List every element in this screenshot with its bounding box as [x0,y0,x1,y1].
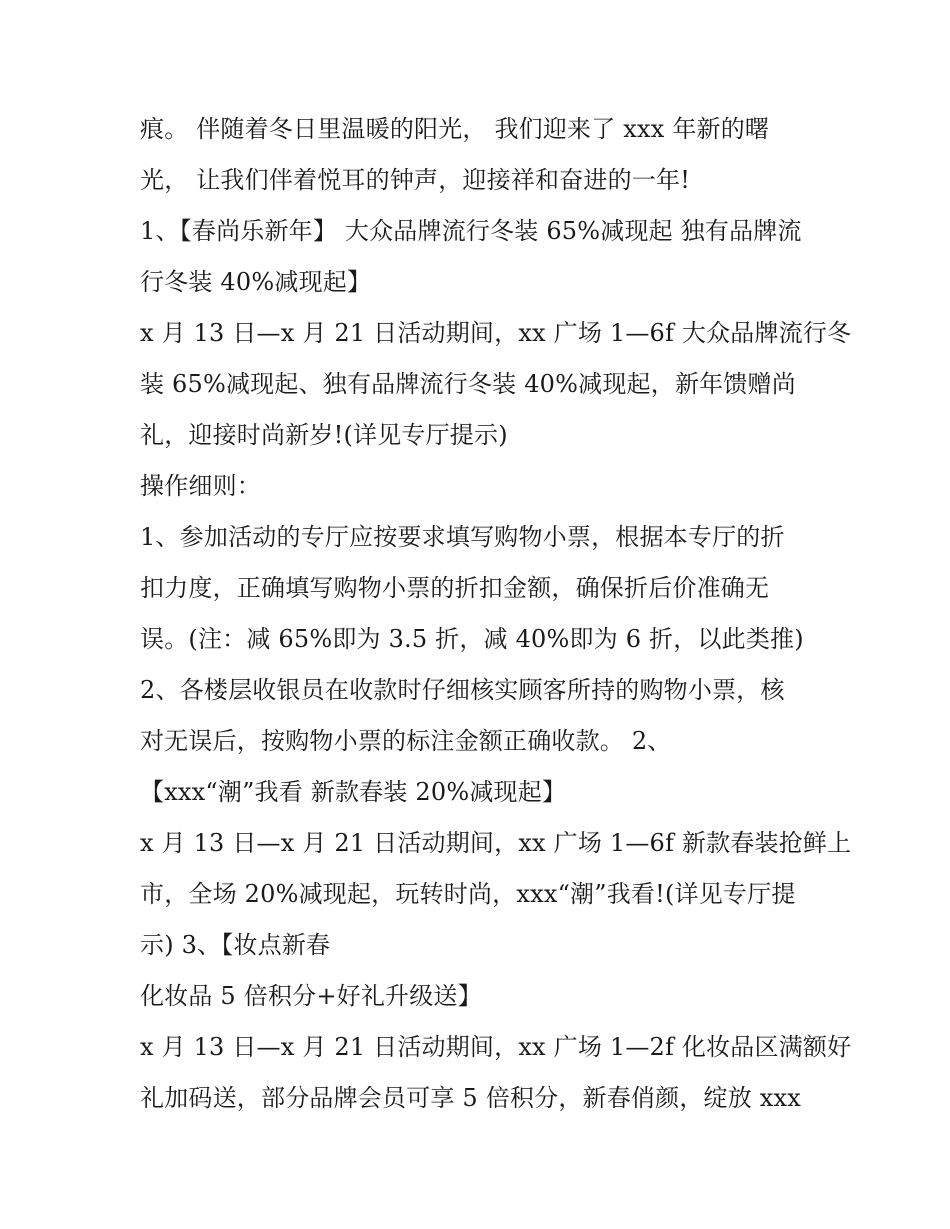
text-line: 市，全场 20%减现起，玩转时尚，xxx“潮”我看!(详见专厅提 [140,880,796,908]
text-line: 扣力度，正确填写购物小票的折扣金额，确保折后价准确无 [140,574,770,602]
text-line: 1、【春尚乐新年】 大众品牌流行冬装 65%减现起 独有品牌流 [140,217,802,245]
text-line: 2、各楼层收银员在收款时仔细核实顾客所持的购物小票，核 [140,676,785,704]
text-line: 光， 让我们伴着悦耳的钟声，迎接祥和奋进的一年! [140,166,691,194]
text-line: x 月 13 日—x 月 21 日活动期间，xx 广场 1—2f 化妆品区满额好 [140,1033,852,1061]
text-line: 化妆品 5 倍积分+好礼升级送】 [140,982,482,1010]
text-line: 礼加码送，部分品牌会员可享 5 倍积分，新春俏颜，绽放 xxx [140,1084,801,1112]
text-line: x 月 13 日—x 月 21 日活动期间，xx 广场 1—6f 大众品牌流行冬 [140,319,852,347]
text-line: 操作细则： [140,472,261,500]
text-line: 行冬装 40%减现起】 [140,268,372,296]
text-line: x 月 13 日—x 月 21 日活动期间，xx 广场 1—6f 新款春装抢鲜上 [140,829,852,857]
text-line: 误。(注：减 65%即为 3.5 折，减 40%即为 6 折，以此类推) [140,625,804,653]
text-line: 礼，迎接时尚新岁!(详见专厅提示) [140,421,508,449]
text-line: 对无误后，按购物小票的标注金额正确收款。 2、 [140,727,672,755]
text-line: 示) 3、【妆点新春 [140,931,331,959]
text-line: 【xxx“潮”我看 新款春装 20%减现起】 [140,778,567,806]
document-body [140,104,852,1124]
text-line: 装 65%减现起、独有品牌流行冬装 40%减现起，新年馈赠尚 [140,370,796,398]
text-line: 痕。 伴随着冬日里温暖的阳光， 我们迎来了 xxx 年新的曙 [140,115,770,143]
text-line: 1、参加活动的专厅应按要求填写购物小票，根据本专厅的折 [140,523,785,551]
